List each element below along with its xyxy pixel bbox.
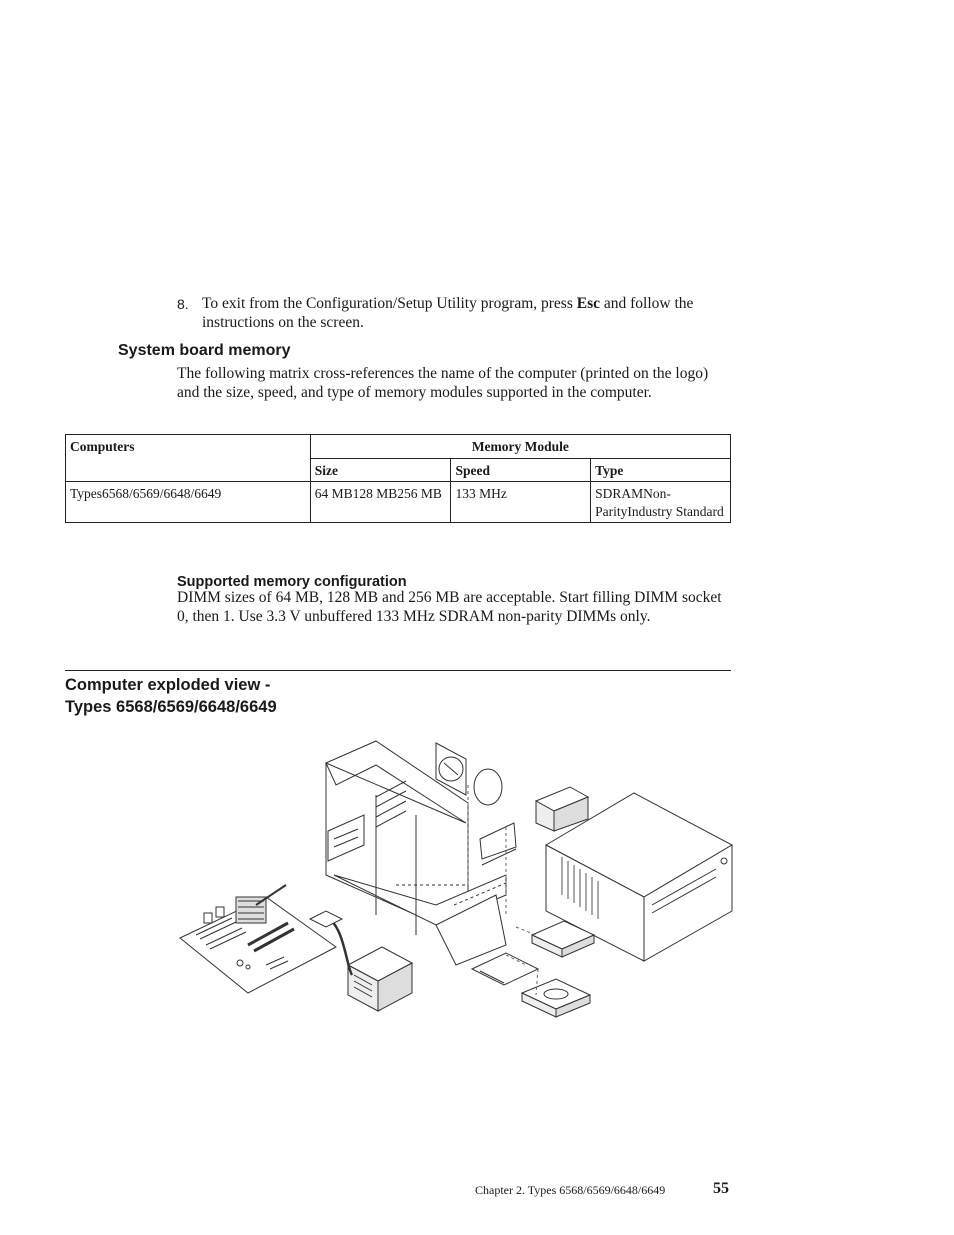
cell-speed: 133 MHz — [451, 482, 591, 523]
page-number: 55 — [713, 1180, 729, 1197]
power-supply — [310, 911, 412, 1011]
table-row — [66, 482, 731, 523]
chassis-frame — [326, 741, 506, 965]
supported-memory-paragraph: DIMM sizes of 64 MB, 128 MB and 256 MB are acceptable. Start filling DIMM socket 0, then 1. Use 3.3 V unbuffered 133 MHz SDRAM non-parity DIMMs only. — [177, 589, 722, 625]
cell-type: SDRAMNon-ParityIndustry Standard — [591, 482, 731, 523]
exploded-view-illustration — [176, 735, 736, 1025]
cd-rom-drive — [522, 979, 590, 1017]
header-type: Type — [591, 458, 731, 482]
header-memory-module: Memory Module — [310, 435, 730, 459]
esc-key: Esc — [576, 295, 600, 312]
cell-computers: Types6568/6569/6648/6649 — [66, 482, 311, 523]
drive-tray — [472, 953, 538, 985]
step-text-before: To exit from the Configuration/Setup Utility program, press — [202, 295, 577, 312]
table-header-row — [66, 435, 731, 459]
system-board-memory-paragraph: The following matrix cross-references the name of the computer (printed on the logo) and the size, speed, and type of memory modules supported in the computer. — [177, 365, 709, 401]
step-number: 8. — [177, 296, 189, 312]
header-computers: Computers — [66, 435, 311, 482]
header-size: Size — [310, 458, 451, 482]
footer-chapter: Chapter 2. Types 6568/6569/6648/6649 — [475, 1183, 666, 1197]
system-board — [180, 885, 336, 993]
system-board-memory-heading: System board memory — [118, 342, 291, 359]
exploded-view-heading-line2: Types 6568/6569/6648/6649 — [65, 698, 277, 716]
header-speed: Speed — [451, 458, 591, 482]
drive-bracket — [480, 823, 516, 865]
step-text — [202, 295, 722, 332]
supported-memory-heading: Supported memory configuration — [177, 574, 407, 590]
exploded-view-heading-line1: Computer exploded view - — [65, 676, 271, 694]
step-text-after: and follow the instructions on the screen. — [202, 295, 694, 331]
cell-size: 64 MB128 MB256 MB — [310, 482, 451, 523]
section-rule — [65, 670, 731, 671]
memory-table — [65, 434, 731, 523]
